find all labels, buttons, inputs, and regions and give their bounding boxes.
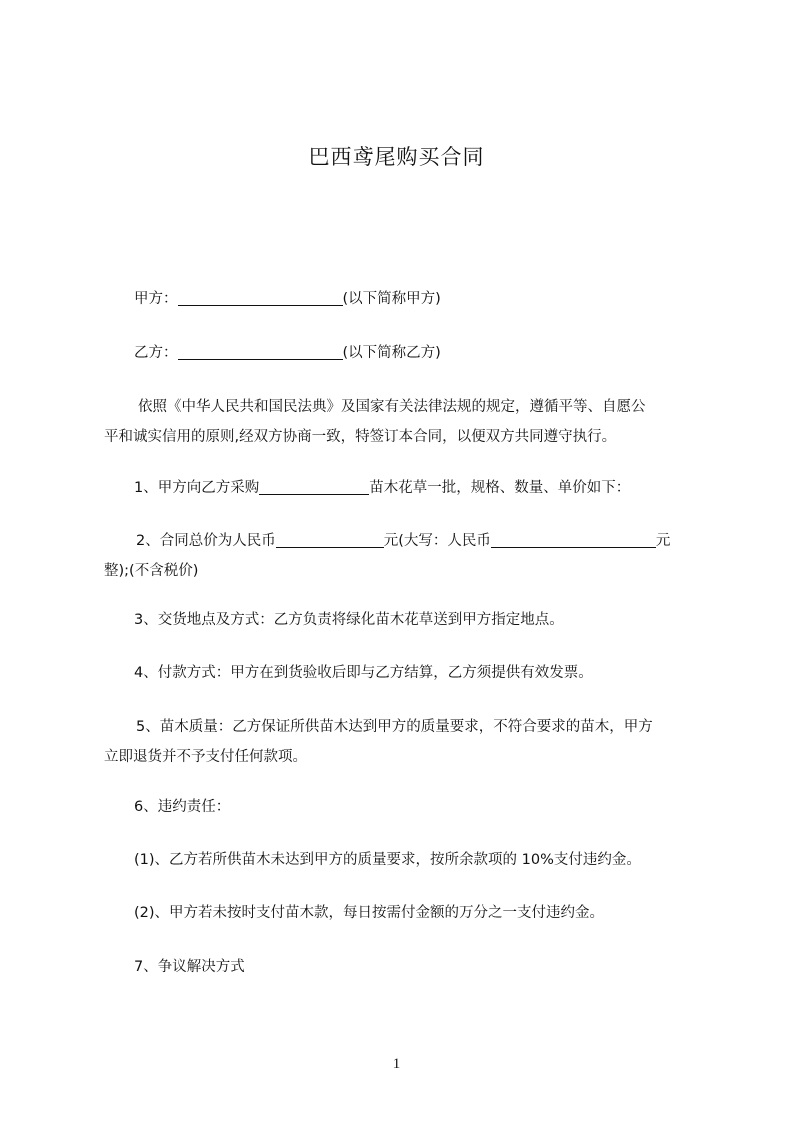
party-b-line	[104, 338, 710, 368]
clause-1-prefix: 1、甲方向乙方采购	[134, 480, 260, 496]
party-b-suffix: (以下简称乙方)	[342, 345, 441, 361]
clause-5-line-2: 立即退货并不予支付任何款项。	[104, 749, 307, 765]
party-a-line	[104, 284, 710, 314]
intro-line-1: 依照《中华人民共和国民法典》及国家有关法律法规的规定，遵循平等、自愿公	[138, 399, 646, 415]
clause-2	[104, 526, 710, 586]
clause-6-1: (1)、乙方若所供苗木未达到甲方的质量要求，按所余款项的 10%支付违约金。	[134, 852, 641, 868]
intro-line-2: 平和诚实信用的原则,经双方协商一致，特签订本合同，以便双方共同遵守执行。	[104, 429, 617, 445]
clause-5-line-1: 5、苗木质量：乙方保证所供苗木达到甲方的质量要求，不符合要求的苗木，甲方	[136, 719, 653, 735]
clause-6: 6、违约责任：	[134, 799, 231, 815]
clause-6-2: (2)、甲方若未按时支付苗木款，每日按需付金额的万分之一支付违约金。	[134, 905, 605, 921]
clause-2-amount-blank[interactable]	[276, 531, 384, 548]
clause-3: 3、交货地点及方式：乙方负责将绿化苗木花草送到甲方指定地点。	[134, 612, 564, 628]
party-b-label: 乙方：	[134, 345, 178, 361]
party-a-blank[interactable]	[178, 289, 343, 306]
intro-paragraph	[104, 392, 710, 452]
page-number: 1	[392, 1056, 401, 1072]
clause-2-prefix: 2、合同总价为人民币	[136, 533, 276, 549]
clause-1	[104, 473, 710, 503]
clause-1-suffix: 苗木花草一批，规格、数量、单价如下：	[369, 480, 631, 496]
clause-1-blank[interactable]	[259, 478, 369, 495]
clause-2-middle: 元(大写：人民币	[383, 533, 491, 549]
party-a-label: 甲方：	[134, 291, 178, 307]
clause-2-line-2: 整);(不含税价)	[104, 563, 199, 579]
party-a-suffix: (以下简称甲方)	[342, 291, 441, 307]
clause-7: 7、争议解决方式	[134, 959, 245, 975]
clause-4: 4、付款方式：甲方在到货验收后即与乙方结算，乙方须提供有效发票。	[134, 665, 593, 681]
party-b-blank[interactable]	[178, 343, 343, 360]
clause-2-end: 元	[655, 533, 671, 549]
clause-5	[104, 712, 710, 772]
clause-2-line-1	[104, 526, 710, 556]
document-title: 巴西鸢尾购买合同	[308, 145, 485, 169]
clause-2-words-blank[interactable]	[491, 531, 656, 548]
